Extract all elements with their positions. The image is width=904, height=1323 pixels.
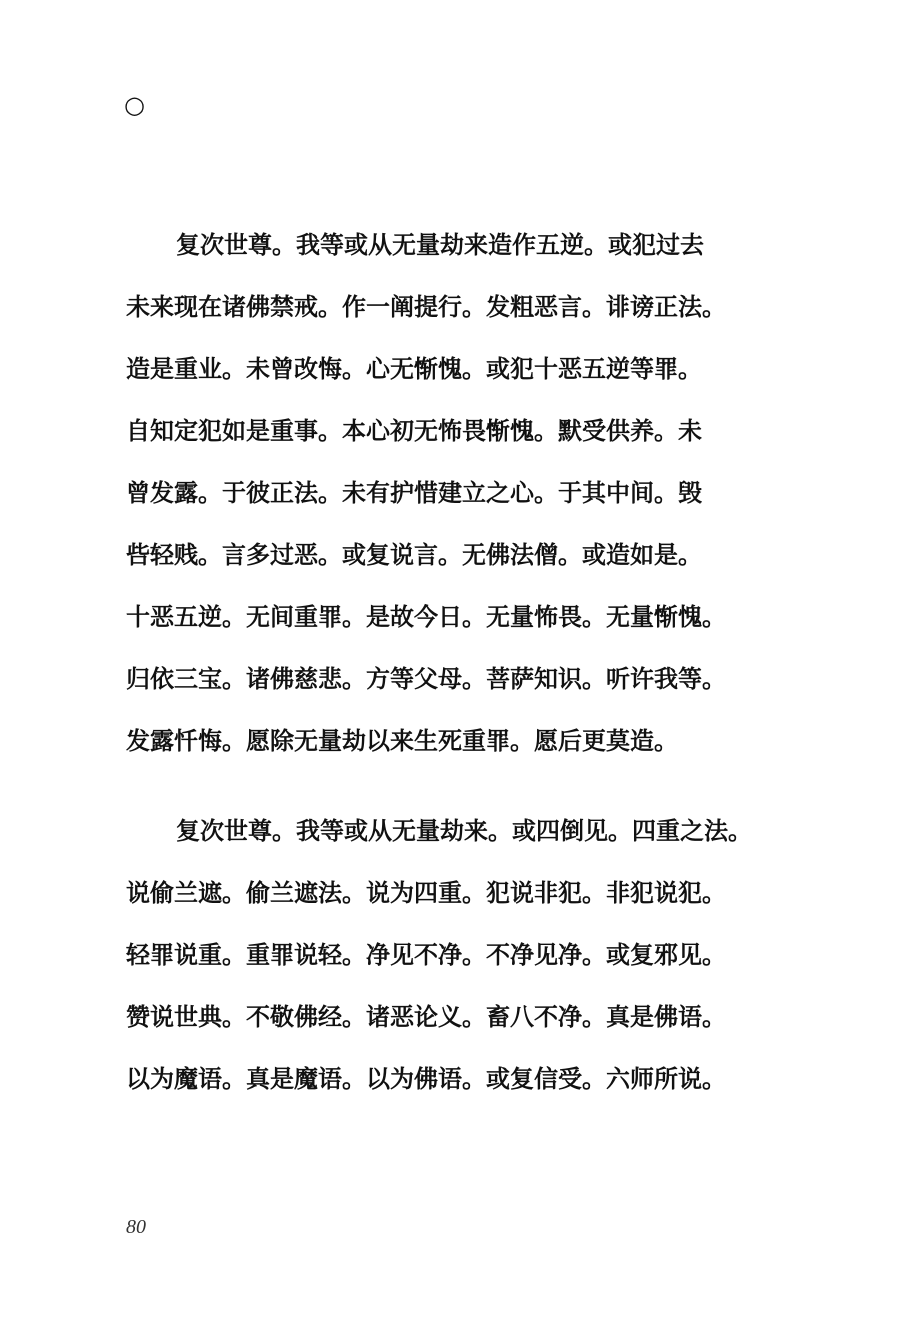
text-line: 发露忏悔。愿除无量劫以来生死重罪。愿后更莫造。 [126,726,678,755]
text-line: 未来现在诸佛禁戒。作一阐提行。发粗恶言。诽谤正法。 [126,292,726,321]
text-line: 归依三宝。诸佛慈悲。方等父母。菩萨知识。听许我等。 [126,664,726,693]
text-line: 呰轻贱。言多过恶。或复说言。无佛法僧。或造如是。 [126,540,702,569]
text-line: 造是重业。未曾改悔。心无惭愧。或犯十恶五逆等罪。 [126,354,702,383]
text-line: 自知定犯如是重事。本心初无怖畏惭愧。默受供养。未 [126,416,702,445]
paragraph-1 [126,228,746,786]
text-line: 赞说世典。不敬佛经。诸恶论义。畜八不净。真是佛语。 [126,1002,726,1031]
page-number: 80 [126,1216,146,1238]
text-line: 轻罪说重。重罪说轻。净见不净。不净见净。或复邪见。 [126,940,726,969]
paragraph-2 [126,814,752,1124]
text-line: 曾发露。于彼正法。未有护惜建立之心。于其中间。毁 [126,478,702,507]
text-line: 说偷兰遮。偷兰遮法。说为四重。犯说非犯。非犯说犯。 [126,878,726,907]
text-line: 复次世尊。我等或从无量劫来。或四倒见。四重之法。 [176,816,752,845]
text-line: 以为魔语。真是魔语。以为佛语。或复信受。六师所说。 [126,1064,726,1093]
circle-mark: ○ [124,90,145,119]
text-line: 复次世尊。我等或从无量劫来造作五逆。或犯过去 [176,230,704,259]
text-line: 十恶五逆。无间重罪。是故今日。无量怖畏。无量惭愧。 [126,602,726,631]
